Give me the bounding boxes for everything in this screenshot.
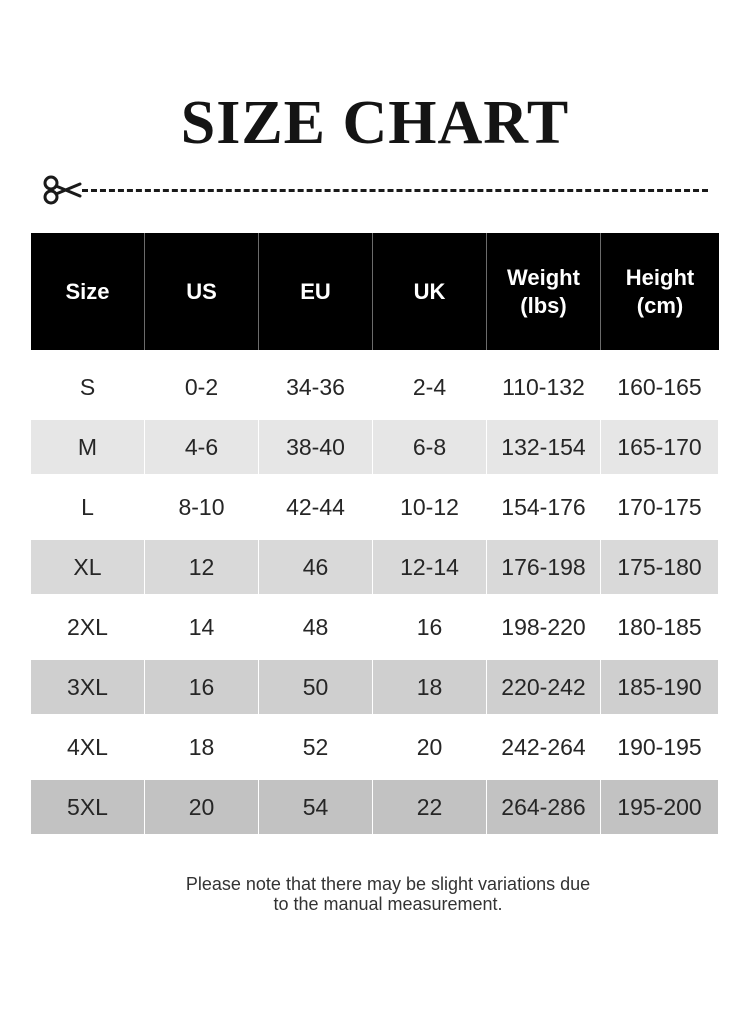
table-cell: 16	[145, 660, 259, 714]
table-row	[31, 600, 719, 654]
table-cell: 185-190	[601, 660, 719, 714]
table-cell: 264-286	[487, 780, 601, 834]
table-cell: 220-242	[487, 660, 601, 714]
table-cell: 190-195	[601, 720, 719, 774]
table-cell: 195-200	[601, 780, 719, 834]
table-cell: 18	[145, 720, 259, 774]
table-cell: 8-10	[145, 480, 259, 534]
table-cell: 110-132	[487, 360, 601, 414]
table-row	[31, 360, 719, 414]
note-line-2: to the manual measurement.	[273, 894, 503, 914]
table-row	[31, 420, 719, 474]
table-cell: 10-12	[373, 480, 487, 534]
header-cell: Height (cm)	[625, 264, 695, 318]
table-cell: 18	[373, 660, 487, 714]
table-cell: 6-8	[373, 420, 487, 474]
page-title: SIZE CHART	[180, 89, 570, 157]
table-cell: 198-220	[487, 600, 601, 654]
table-body	[31, 360, 719, 834]
table-cell: 160-165	[601, 360, 719, 414]
table-cell: 4-6	[145, 420, 259, 474]
table-cell: L	[31, 480, 145, 534]
table-cell: 0-2	[145, 360, 259, 414]
table-cell: 5XL	[31, 780, 145, 834]
table-cell: 50	[259, 660, 373, 714]
header-cell: UK	[373, 233, 487, 350]
table-cell: 170-175	[601, 480, 719, 534]
note-line-1: Please note that there may be slight variations due	[185, 874, 591, 894]
table-cell: 46	[259, 540, 373, 594]
table-cell: 2-4	[373, 360, 487, 414]
table-cell: 52	[259, 720, 373, 774]
table-cell: 54	[259, 780, 373, 834]
table-row	[31, 780, 719, 834]
table-cell: 175-180	[601, 540, 719, 594]
table-cell: 16	[373, 600, 487, 654]
table-cell: 12-14	[373, 540, 487, 594]
table-row	[31, 660, 719, 714]
table-cell: 165-170	[601, 420, 719, 474]
table-cell: 48	[259, 600, 373, 654]
table-cell: S	[31, 360, 145, 414]
table-cell: 38-40	[259, 420, 373, 474]
table-cell: 22	[373, 780, 487, 834]
table-cell: 42-44	[259, 480, 373, 534]
table-cell: 20	[145, 780, 259, 834]
table-cell: XL	[31, 540, 145, 594]
header-cell: US	[145, 233, 259, 350]
table-row	[31, 540, 719, 594]
header-cell: Size	[31, 233, 145, 350]
table-cell: 4XL	[31, 720, 145, 774]
table-cell: 3XL	[31, 660, 145, 714]
table-cell: 242-264	[487, 720, 601, 774]
table-cell: 132-154	[487, 420, 601, 474]
table-cell: 180-185	[601, 600, 719, 654]
scissors-icon	[42, 172, 82, 208]
table-cell: 12	[145, 540, 259, 594]
dashed-line	[82, 189, 708, 192]
size-table	[31, 233, 719, 840]
table-cell: 20	[373, 720, 487, 774]
table-cell: M	[31, 420, 145, 474]
table-cell: 34-36	[259, 360, 373, 414]
header-cell: Weight (lbs)	[487, 233, 601, 350]
header-cell: EU	[259, 233, 373, 350]
table-row	[31, 720, 719, 774]
table-row	[31, 480, 719, 534]
table-header	[31, 233, 719, 350]
measurement-note	[0, 874, 750, 914]
table-cell: 14	[145, 600, 259, 654]
table-cell: 176-198	[487, 540, 601, 594]
cut-line	[42, 172, 708, 208]
table-cell: 2XL	[31, 600, 145, 654]
table-cell: 154-176	[487, 480, 601, 534]
